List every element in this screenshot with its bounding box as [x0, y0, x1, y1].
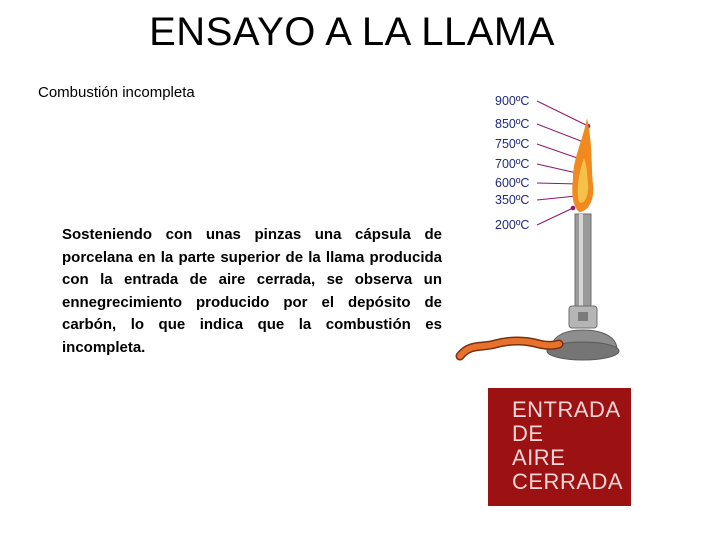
description-paragraph: Sosteniendo con unas pinzas una cápsula de porcelana en la parte superior de la llama producida con la entrada de aire cerrada, se observa un ennegrecimiento producido por el depósito de carbón, lo que indica que la combustión es incompleta.: [62, 226, 442, 356]
temp-label-600: 600ºC: [495, 176, 530, 190]
sign-line: CERRADA: [512, 469, 624, 494]
slide-subtitle: Combustión incompleta: [38, 84, 195, 101]
sign-line: AIRE: [512, 445, 566, 470]
closed-air-sign: [488, 388, 631, 506]
sign-line: ENTRADA: [512, 397, 621, 422]
temp-label-900: 900ºC: [495, 94, 530, 108]
temp-label-350: 350ºC: [495, 193, 530, 207]
sign-line: DE: [512, 421, 544, 446]
temp-label-850: 850ºC: [495, 117, 530, 131]
temp-label-200: 200ºC: [495, 218, 530, 232]
temp-label-700: 700ºC: [495, 157, 530, 171]
temp-label-750: 750ºC: [495, 137, 530, 151]
slide-title: ENSAYO A LA LLAMA: [149, 10, 555, 54]
bunsen-burner-diagram: [455, 88, 655, 393]
